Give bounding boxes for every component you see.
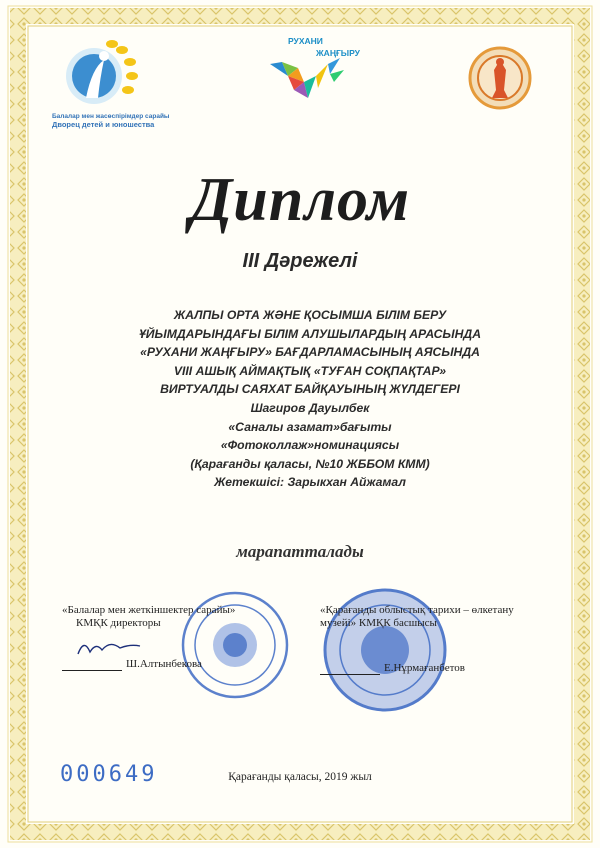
palace-logo-caption-2: Дворец детей и юношества [52,120,155,129]
palace-logo-caption-1: Балалар мен жасөспірімдер сарайы [52,113,170,120]
museum-emblem [468,46,532,110]
palace-logo [52,38,170,133]
left-signer-name: Ш.Алтынбекова [126,658,202,670]
rukhani-caption-1: РУХАНИ [288,36,323,46]
award-line: VIII АШЫҚ АЙМАҚТЫҚ «ТУҒАН СОҚПАҚТАР» [173,363,447,378]
left-signature-block [62,604,302,671]
left-signer-role: КМҚК директоры [76,617,161,629]
award-nomination: «Фотоколлаж»номинациясы [220,438,400,453]
eagle-icon [268,54,348,104]
handwritten-signature [74,634,144,660]
right-signer-org: «Қарағанды облыстық тарихи – өлкетану [320,604,514,616]
award-text [120,306,500,492]
supervisor: Жетекшісі: Зарыкхан Айжамал [214,475,406,490]
serial-number: 000649 [60,762,158,787]
award-direction: «Саналы азамат»бағыты [228,419,392,434]
award-line: «РУХАНИ ЖАҢҒЫРУ» БАҒДАРЛАМАСЫНЫҢ АЯСЫНДА [140,345,480,360]
award-line: ЖАЛПЫ ОРТА ЖӘНЕ ҚОСЫМША БІЛІМ БЕРУ [173,308,447,322]
award-line: ВИРТУАЛДЫ САЯХАТ БАЙҚАУЫНЫҢ ЖҮЛДЕГЕРІ [160,382,460,397]
rukhani-zhangyru-logo [268,36,368,106]
award-line: ҰЙЫМДАРЫНДАҒЫ БІЛІМ АЛУШЫЛАРДЫҢ АРАСЫНДА [138,326,482,341]
diploma-title: Диплом [189,166,411,234]
rukhani-caption-2: ЖАҢҒЫРУ [316,48,360,58]
left-signer-org: «Балалар мен жеткіншектер сарайы» [62,604,236,616]
right-signer-name: Е.Нұрмағанбетов [384,662,465,674]
diploma-degree: III Дәрежелі [242,250,358,272]
museum-emblem-icon [468,46,532,110]
palace-logo-icon [52,38,142,108]
right-signer-role: музейі» КМҚК басшысы [320,617,437,629]
recipient-name: Шагиров Дауылбек [250,400,370,415]
right-signature-block [320,604,570,675]
footer-city-year: Қарағанды қаласы, 2019 жыл [228,771,372,783]
awarded-label: марапатталады [236,542,364,561]
recipient-school: (Қарағанды қаласы, №10 ЖББОМ КММ) [190,456,430,471]
